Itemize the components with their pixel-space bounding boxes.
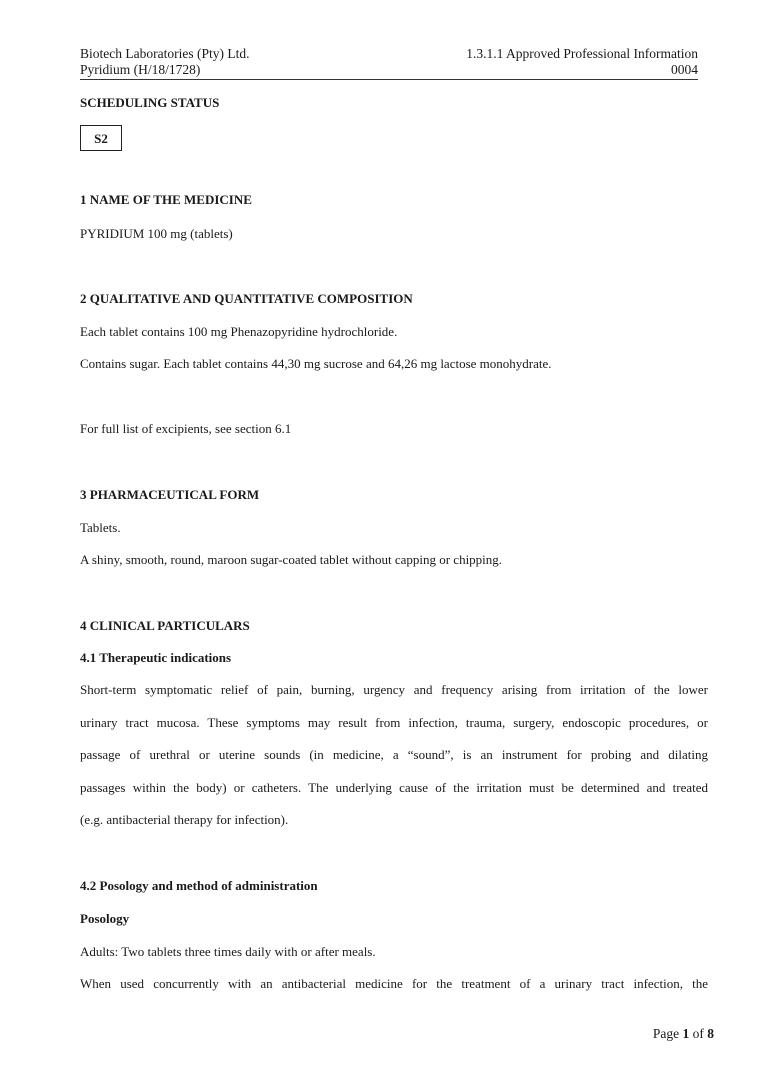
section-2-line-2: Contains sugar. Each tablet contains 44,30 mg sucrose and 64,26 mg lactose monohydrate. <box>80 356 552 371</box>
company-name: Biotech Laboratories (Pty) Ltd. <box>80 46 250 61</box>
paragraph-line: (e.g. antibacterial therapy for infection). <box>80 812 289 828</box>
section-4-2-heading: 4.2 Posology and method of administration <box>80 878 318 893</box>
scheduling-status-value: S2 <box>80 125 122 151</box>
product-reference: Pyridium (H/18/1728) <box>80 62 201 77</box>
posology-paragraph <box>80 968 708 1001</box>
section-1-heading: 1 NAME OF THE MEDICINE <box>80 192 252 207</box>
page-label: Page <box>652 1026 680 1041</box>
paragraph-line: urinary tract mucosa. These symptoms may result from infection, trauma, surgery, endoscopic procedures, or <box>80 714 708 730</box>
therapeutic-indications-paragraph <box>80 674 708 837</box>
page-number: 1 <box>682 1026 690 1041</box>
page-header <box>80 46 698 80</box>
section-4-1-heading: 4.1 Therapeutic indications <box>80 650 232 665</box>
section-2-line-3: For full list of excipients, see section 6.1 <box>80 421 292 436</box>
paragraph-line: passage of urethral or uterine sounds (in medicine, a “sound”, is an instrument for probing and dilating <box>80 747 708 763</box>
section-4-heading: 4 CLINICAL PARTICULARS <box>80 618 250 633</box>
page-total: 8 <box>707 1026 714 1041</box>
paragraph-line: Short-term symptomatic relief of pain, burning, urgency and frequency arising from irritation of the lower <box>80 682 708 697</box>
paragraph-line: passages within the body) or catheters. The underlying cause of the irritation must be determined and treated <box>80 779 708 795</box>
page-of-label: of <box>692 1026 704 1041</box>
section-2-heading: 2 QUALITATIVE AND QUANTITATIVE COMPOSITION <box>80 291 413 306</box>
scheduling-status-box <box>80 125 122 151</box>
posology-heading: Posology <box>80 911 130 926</box>
section-3-heading: 3 PHARMACEUTICAL FORM <box>80 487 260 502</box>
scheduling-status-heading: SCHEDULING STATUS <box>80 95 220 110</box>
section-3-line-1: Tablets. <box>80 520 121 535</box>
page-footer <box>653 1026 714 1042</box>
posology-line-1: Adults: Two tablets three times daily with or after meals. <box>80 944 376 959</box>
section-3-line-2: A shiny, smooth, round, maroon sugar-coated tablet without capping or chipping. <box>80 552 503 567</box>
document-type: 1.3.1.1 Approved Professional Information <box>466 46 698 61</box>
section-2-line-1: Each tablet contains 100 mg Phenazopyridine hydrochloride. <box>80 324 398 339</box>
section-1-text: PYRIDIUM 100 mg (tablets) <box>80 226 233 241</box>
paragraph-line: When used concurrently with an antibacterial medicine for the treatment of a urinary tract infection, the <box>80 976 708 991</box>
document-number: 0004 <box>671 62 698 77</box>
